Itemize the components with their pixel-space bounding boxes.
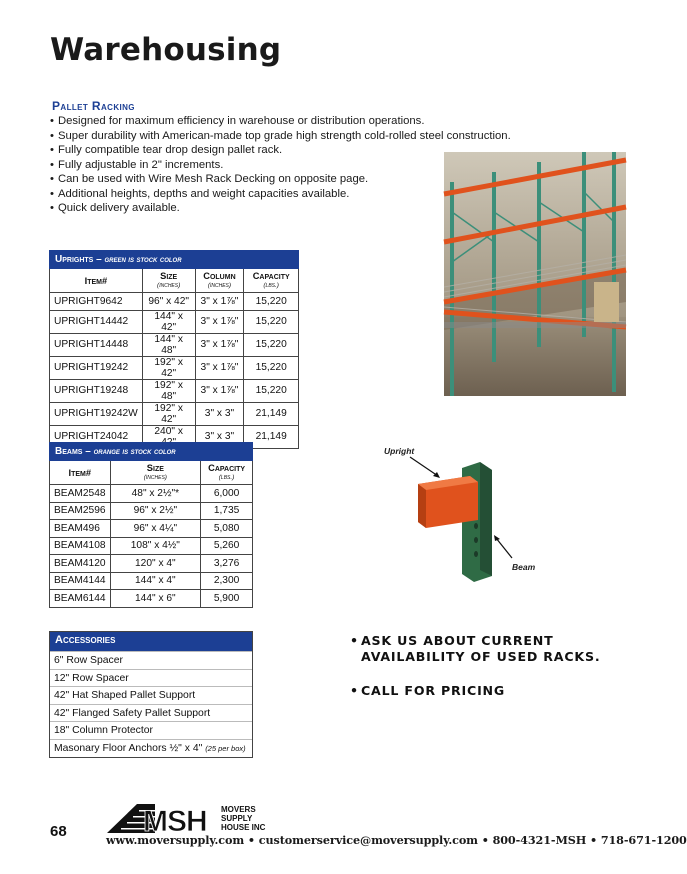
- accessories-box: [49, 631, 253, 758]
- table-row: BEAM496 96" x 4¼" 5,080: [50, 520, 253, 538]
- col-column: Column (inches): [195, 269, 244, 293]
- list-item: 6" Row Spacer: [50, 651, 252, 669]
- upright-label: Upright: [384, 446, 415, 456]
- beam-label: Beam: [512, 562, 536, 572]
- col-item: Item#: [50, 269, 143, 293]
- table-row: UPRIGHT24042 240" x 3" x 3" 21,149: [50, 425, 299, 448]
- bullet-item: • Quick delivery available.: [50, 201, 550, 216]
- page-title: Warehousing: [50, 32, 282, 68]
- list-item: 12" Row Spacer: [50, 669, 252, 687]
- table-row: UPRIGHT19242W 192" x 42" 3" x 3" 21,149: [50, 402, 299, 425]
- uprights-table: [49, 250, 299, 449]
- msh-logo: [107, 802, 266, 838]
- table-row: UPRIGHT14442 144" x 42" 3" x 1⅞" 15,220: [50, 310, 299, 333]
- list-item: 18" Column Protector: [50, 721, 252, 739]
- logo-company-line3: HOUSE INC: [221, 823, 266, 832]
- col-capacity: Capacity (lbs.): [201, 461, 253, 485]
- logo-mark: MSH: [143, 805, 207, 838]
- pricing-callout: • CALL FOR PRICING: [350, 683, 506, 698]
- beams-table-title: Beams – orange is stock color: [50, 443, 253, 461]
- warehouse-rack-illustration: [444, 152, 626, 396]
- sales-callouts: [350, 633, 600, 699]
- col-capacity: Capacity (lbs.): [244, 269, 299, 293]
- used-racks-callout: • ASK US ABOUT CURRENT AVAILABILITY OF USED RACKS.: [350, 633, 601, 664]
- warehouse-rack-photo: [444, 152, 626, 396]
- bullet-item: • Super durability with American-made top grade high strength cold-rolled steel construction.: [50, 129, 550, 144]
- table-row: BEAM4120 120" x 4" 3,276: [50, 555, 253, 573]
- table-row: UPRIGHT19242 192" x 42" 3" x 1⅞" 15,220: [50, 356, 299, 379]
- list-item: 42" Hat Shaped Pallet Support: [50, 686, 252, 704]
- table-row: UPRIGHT19248 192" x 48" 3" x 1⅞" 15,220: [50, 379, 299, 402]
- list-item: 42" Flanged Safety Pallet Support: [50, 704, 252, 722]
- logo-company-line1: MOVERS: [221, 805, 256, 814]
- table-header-row: [50, 269, 299, 293]
- upright-beam-diagram: [380, 440, 550, 580]
- col-item: Item#: [50, 461, 111, 485]
- table-row: BEAM4108 108" x 4½" 5,260: [50, 537, 253, 555]
- uprights-table-title: Uprights – green is stock color: [50, 251, 299, 269]
- page-number: 68: [50, 823, 67, 840]
- msh-logo-icon: [107, 802, 266, 838]
- bullet-item: • Fully adjustable in 2" increments.: [50, 158, 550, 173]
- rack-connection-illustration: [380, 440, 550, 580]
- footer-contact: www.moversupply.com • customerservice@moversupply.com • 800-4321-MSH • 718-671-1200: [106, 833, 687, 847]
- table-header-row: [50, 461, 253, 485]
- table-row: BEAM2596 96" x 2½" 1,735: [50, 502, 253, 520]
- table-row: UPRIGHT14448 144" x 48" 3" x 1⅞" 15,220: [50, 333, 299, 356]
- table-row: BEAM2548 48" x 2½"* 6,000: [50, 485, 253, 503]
- beams-table: [49, 442, 253, 608]
- logo-company-line2: SUPPLY: [221, 814, 253, 823]
- bullet-item: • Designed for maximum efficiency in warehouse or distribution operations.: [50, 114, 550, 129]
- table-row: BEAM6144 144" x 6" 5,900: [50, 590, 253, 608]
- col-size: Size (inches): [110, 461, 201, 485]
- table-row: UPRIGHT9642 96" x 42" 3" x 1⅞" 15,220: [50, 293, 299, 311]
- bullet-item: • Can be used with Wire Mesh Rack Decking on opposite page.: [50, 172, 550, 187]
- col-size: Size (inches): [142, 269, 195, 293]
- bullet-item: • Fully compatible tear drop design pallet rack.: [50, 143, 550, 158]
- list-item: Masonary Floor Anchors ½" x 4" (25 per box): [50, 739, 252, 757]
- pallet-racking-heading: Pallet Racking: [52, 99, 135, 113]
- accessories-title: Accessories: [50, 632, 252, 651]
- table-row: BEAM4144 144" x 4" 2,300: [50, 572, 253, 590]
- bullet-item: • Additional heights, depths and weight capacities available.: [50, 187, 550, 202]
